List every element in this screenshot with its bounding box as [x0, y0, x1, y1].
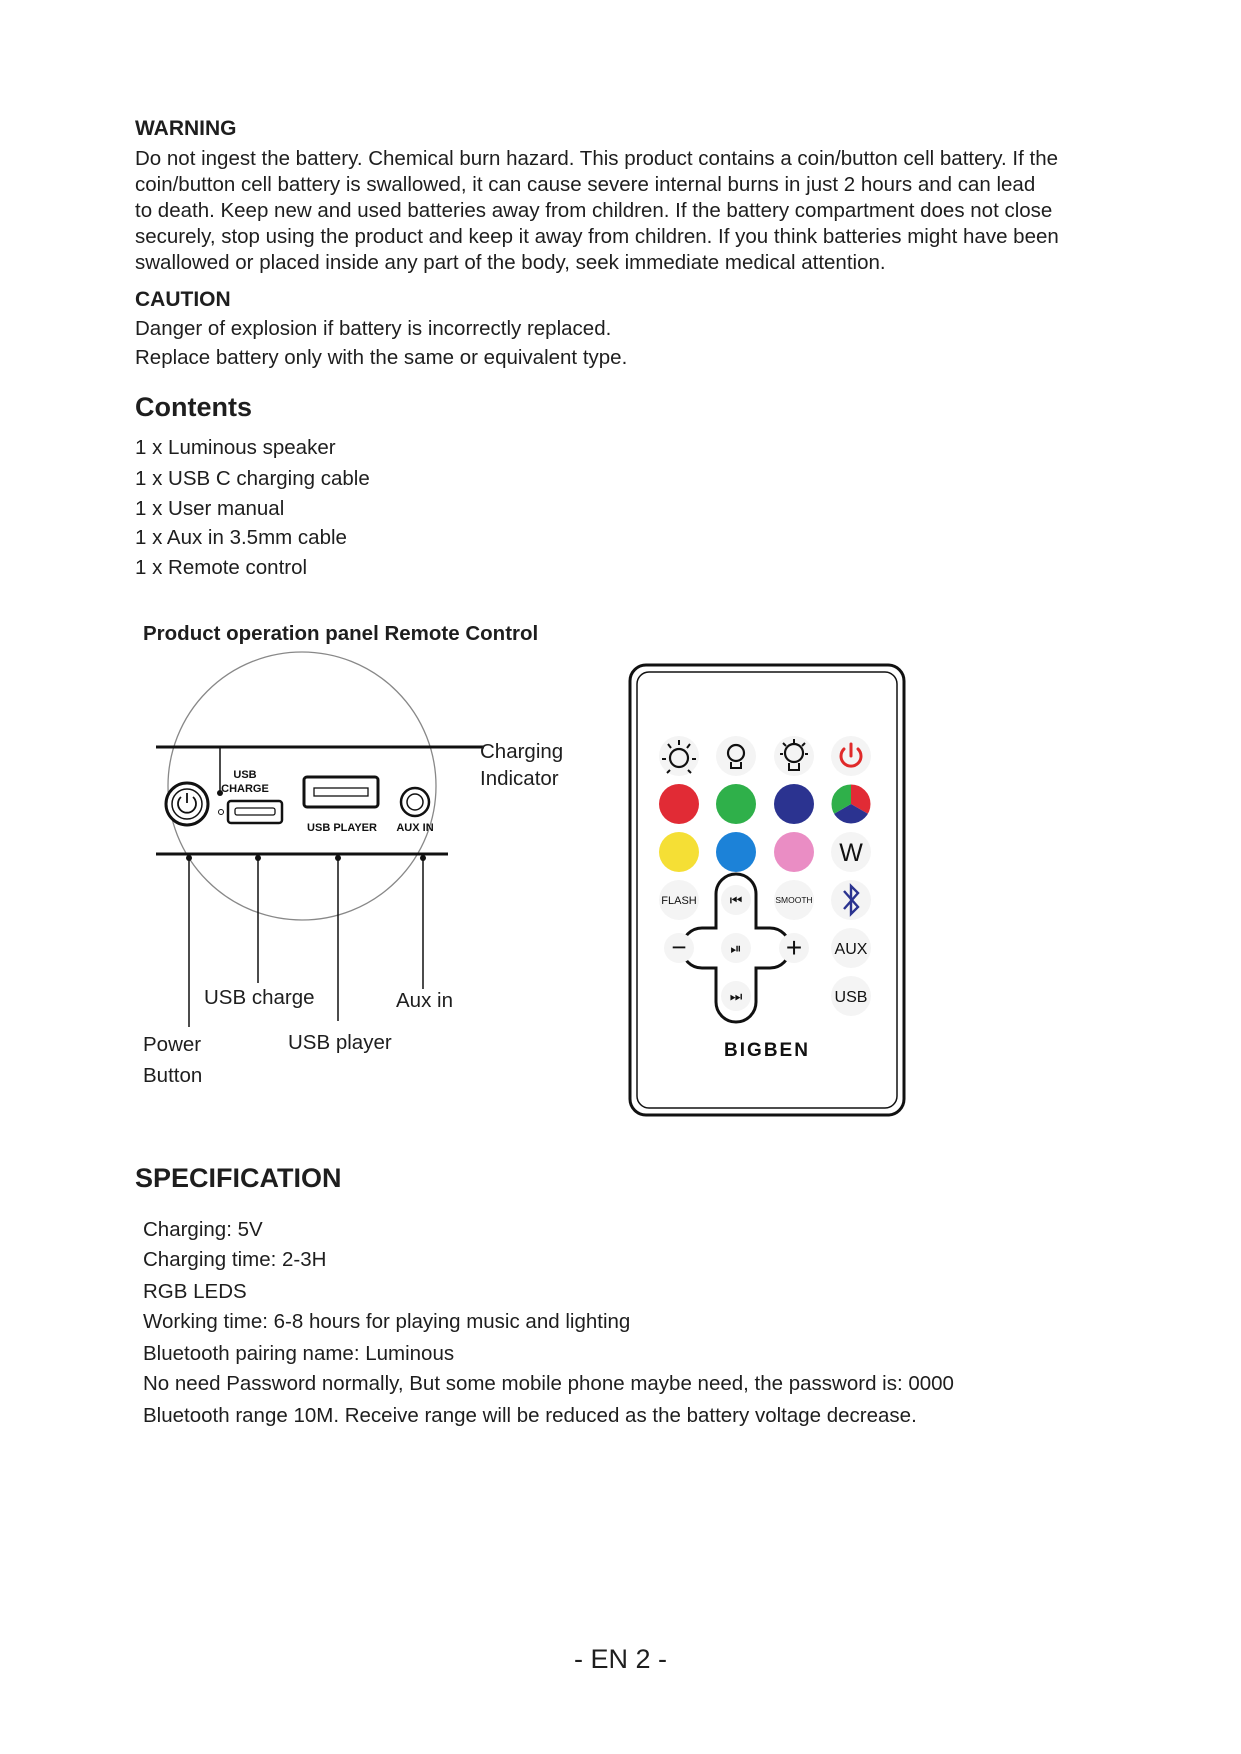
navy-color-button[interactable] [774, 784, 814, 824]
remote-power-button[interactable] [831, 736, 871, 776]
green-color-button[interactable] [716, 784, 756, 824]
previous-track-button[interactable] [721, 885, 751, 915]
red-color-button[interactable] [659, 784, 699, 824]
smooth-button[interactable] [774, 880, 814, 920]
next-track-button[interactable] [721, 981, 751, 1011]
white-label: W [839, 839, 863, 867]
charge-port-label: CHARGE [221, 783, 269, 795]
pink-color-button[interactable] [774, 832, 814, 872]
aux-in-label: Aux in [396, 989, 453, 1012]
warning-line: to death. Keep new and used batteries away from children. If the battery compartment does not close [135, 199, 1053, 222]
diagram-title: Product operation panel Remote Control [143, 622, 539, 645]
specification-heading: SPECIFICATION [135, 1163, 342, 1193]
caution-line: Danger of explosion if battery is incorrectly replaced. [135, 317, 612, 340]
aux-label: AUX [834, 941, 868, 958]
smooth-label: SMOOTH [775, 895, 813, 905]
spec-line: Charging: 5V [143, 1218, 263, 1241]
usb-label: USB [834, 989, 868, 1006]
usb-mode-button[interactable] [831, 976, 871, 1016]
aux-mode-button[interactable] [831, 928, 871, 968]
warning-text [135, 146, 1125, 276]
spec-line: Charging time: 2-3H [143, 1248, 327, 1271]
usb-player-port-label: USB PLAYER [307, 822, 377, 834]
contents-item: 1 x Aux in 3.5mm cable [135, 526, 347, 549]
warning-line: Do not ingest the battery. Chemical burn hazard. This product contains a coin/button cell battery. If the [135, 147, 1059, 170]
power-button-label: Power Button [143, 1033, 203, 1087]
next-icon: ⏭ [729, 988, 743, 1004]
contents-item: 1 x User manual [135, 497, 285, 520]
page-number: - EN 2 - [573, 1644, 667, 1674]
brightness-high-button[interactable] [774, 736, 814, 776]
rgb-mode-button[interactable] [831, 784, 871, 824]
flash-label: FLASH [661, 895, 697, 907]
warning-line: swallowed or placed inside any part of the body, seek immediate medical attention. [135, 251, 886, 274]
usb-a-port [304, 777, 378, 807]
brightness-low-button[interactable] [659, 736, 699, 776]
aux-in-port-label: AUX IN [396, 822, 434, 834]
blue-color-button[interactable] [716, 832, 756, 872]
bluetooth-button[interactable] [831, 880, 871, 920]
caution-line: Replace battery only with the same or equivalent type. [135, 346, 628, 369]
warning-heading: WARNING [135, 117, 237, 140]
yellow-color-button[interactable] [659, 832, 699, 872]
usb-c-port [228, 801, 282, 823]
charging-indicator-label: Charging Indicator [480, 740, 564, 790]
contents-item: 1 x Remote control [135, 556, 308, 579]
play-pause-button[interactable] [721, 933, 751, 963]
remote-control-diagram [624, 660, 910, 1120]
spec-line: Working time: 6-8 hours for playing music and lighting [143, 1310, 631, 1333]
spec-line: Bluetooth range 10M. Receive range will be reduced as the battery voltage decrease. [143, 1404, 917, 1427]
brightness-mid-button[interactable] [716, 736, 756, 776]
brand-logo: BIGBEN [724, 1040, 810, 1061]
previous-icon: ⏮ [729, 892, 743, 908]
indicator-led [219, 810, 224, 815]
caution-heading: CAUTION [135, 288, 231, 311]
warning-line: securely, stop using the product and keep it away from children. If you think batteries might have been [135, 225, 1059, 248]
usb-port-label: USB [233, 769, 257, 781]
contents-heading: Contents [135, 392, 252, 422]
contents-item: 1 x USB C charging cable [135, 467, 370, 490]
spec-line: No need Password normally, But some mobile phone maybe need, the password is: 0000 [143, 1372, 954, 1395]
contents-item: 1 x Luminous speaker [135, 436, 336, 459]
plus-icon: + [785, 932, 803, 963]
play-pause-icon: ⏯ [730, 940, 742, 956]
spec-line: RGB LEDS [143, 1280, 247, 1303]
white-light-button[interactable] [831, 832, 871, 872]
usb-charge-label: USB charge [204, 986, 315, 1009]
usb-player-label: USB player [288, 1031, 392, 1054]
flash-button[interactable] [659, 880, 699, 920]
spec-line: Bluetooth pairing name: Luminous [143, 1342, 455, 1365]
minus-icon: − [671, 932, 687, 962]
warning-line: coin/button cell battery is swallowed, it can cause severe internal burns in just 2 hours and can lead [135, 173, 1036, 196]
aux-jack [401, 788, 429, 816]
